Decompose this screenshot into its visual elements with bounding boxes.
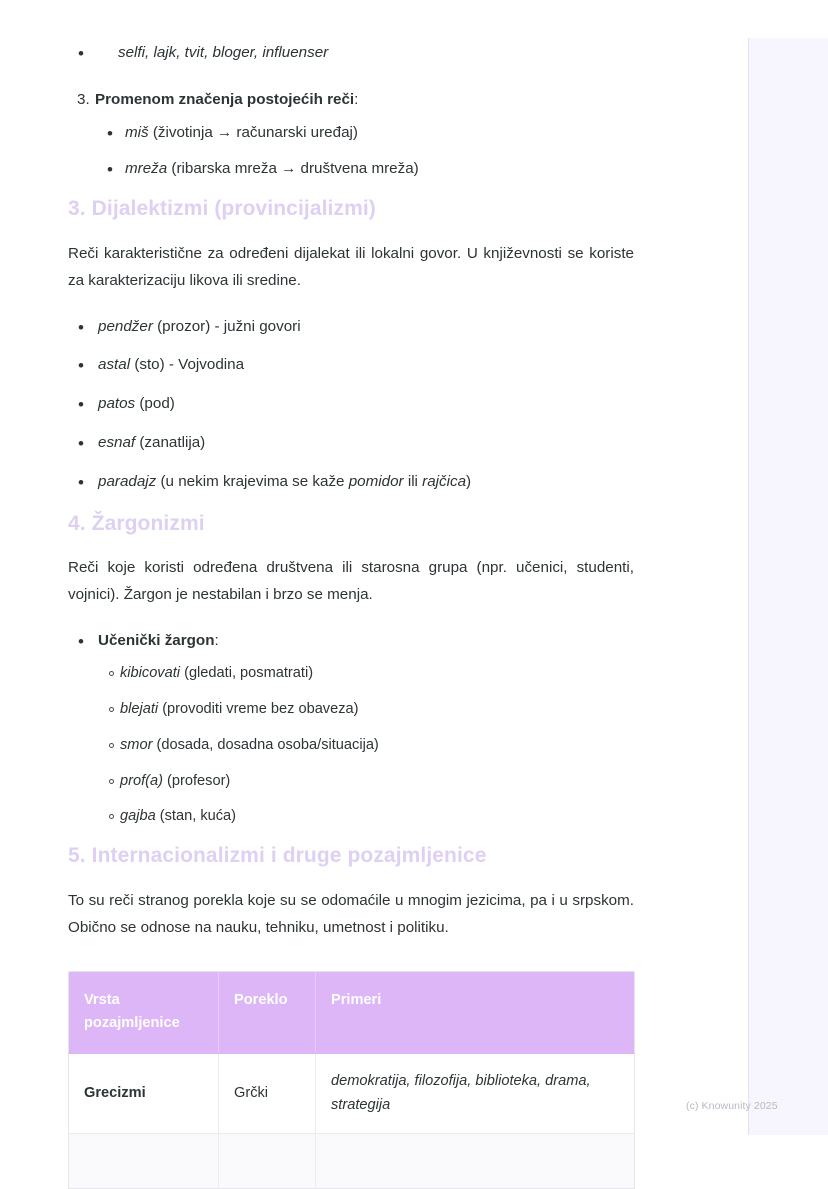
table-cell-name: Grecizmi — [69, 1054, 219, 1134]
list-item — [68, 663, 634, 685]
document-content — [68, 0, 634, 1189]
section-paragraph-internacionalizmi: To su reči stranog porekla koje su se odomaćile u mnogim jezicima, pa i u srpskom. Obično se odnose na nauku, tehniku, umetnost i politiku. — [68, 891, 634, 936]
list-item — [68, 471, 634, 494]
list-item-text: (ribarska mreža → društvena mreža) — [167, 160, 419, 178]
list-item — [95, 122, 634, 145]
list-item — [68, 735, 634, 757]
list-item-term: patos — [98, 395, 136, 413]
section-heading-dijalektizmi: 3. Dijalektizmi (provincijalizmi) — [68, 197, 376, 221]
table-cell-examples — [316, 1134, 635, 1189]
ordered-list-label-suffix: : — [354, 90, 359, 108]
list-item-term: gajba — [120, 808, 156, 825]
list-item — [68, 771, 634, 793]
copyright-watermark: (c) Knowunity 2025 — [686, 1100, 778, 1112]
list-item-term-alt2: rajčica — [422, 472, 467, 490]
page-side-band — [748, 38, 828, 1135]
list-item-term-alt1: pomidor — [348, 472, 404, 490]
section-heading-zargonizmi: 4. Žargonizmi — [68, 511, 205, 535]
list-item-term: paradajz — [98, 472, 157, 490]
pozajmljenice-table — [68, 971, 635, 1189]
ordered-list-number: 3. — [77, 90, 90, 108]
list-item-term: prof(a) — [120, 772, 163, 789]
list-item-term: smor — [120, 736, 153, 753]
list-item — [68, 393, 634, 416]
list-item — [68, 699, 634, 721]
list-item — [68, 432, 634, 455]
table-cell-examples-text: demokratija, filozofija, biblioteka, drama, strategija — [331, 1073, 591, 1113]
section-paragraph-zargonizmi: Reči koje koristi određena društvena ili starosna grupa (npr. učenici, studenti, vojnici). Žargon je nestabilan i brzo se menja. — [68, 558, 634, 603]
table-row — [69, 1054, 635, 1134]
table-header-row — [69, 971, 635, 1053]
list-item-term: selfi, lajk, tvit, bloger, influenser — [118, 44, 329, 61]
list-item-text-c: ) — [466, 472, 472, 490]
list-item-group-label-suffix: : — [214, 632, 219, 650]
list-item-text: (prozor) - južni govori — [152, 317, 301, 335]
ordered-list — [68, 89, 634, 181]
table-cell-origin: Grčki — [219, 1054, 316, 1134]
table-header-poreklo: Poreklo — [219, 971, 316, 1053]
table-cell-name — [69, 1134, 219, 1189]
list-item-text: (dosada, dosadna osoba/situacija) — [152, 736, 379, 753]
zargonizmi-sub-list — [68, 663, 634, 828]
list-item-text: (zanatlija) — [135, 434, 206, 452]
table-row-partial — [69, 1134, 635, 1189]
list-item — [68, 630, 634, 653]
list-item-term: mreža — [125, 160, 168, 178]
table-header-primeri: Primeri — [316, 971, 635, 1053]
list-item — [95, 158, 634, 181]
list-item-text: (stan, kuća) — [155, 808, 237, 825]
list-item-group-label: Učenički žargon — [98, 632, 215, 650]
list-item-text: (u nekim krajevima se kaže — [156, 472, 349, 490]
section-paragraph-dijalektizmi: Reči karakteristične za određeni dijalekat ili lokalni govor. U književnosti se koriste za karakterizaciju likova ili sredine. — [68, 244, 634, 289]
list-item — [68, 806, 634, 828]
list-item-term: pendžer — [98, 317, 153, 335]
list-item-text: (profesor) — [162, 772, 231, 789]
section-heading-internacionalizmi: 5. Internacionalizmi i druge pozajmljenice — [68, 844, 487, 868]
table-cell-origin — [219, 1134, 316, 1189]
ordered-list-item — [68, 89, 634, 181]
carryover-list — [68, 42, 634, 65]
table-header-vrsta: Vrsta pozajmljenice — [69, 971, 219, 1053]
list-item-text: (provoditi vreme bez obaveza) — [158, 700, 359, 717]
list-item-term: miš — [125, 123, 149, 141]
list-item-text: (sto) - Vojvodina — [130, 356, 245, 374]
list-item-term: blejati — [120, 700, 159, 717]
list-item-text-b: ili — [403, 472, 423, 490]
table-cell-examples — [316, 1054, 635, 1134]
list-item — [68, 354, 634, 377]
list-item — [68, 316, 634, 339]
list-item-text: (pod) — [135, 395, 175, 413]
list-item-text: (gledati, posmatrati) — [180, 664, 314, 681]
list-item-term: esnaf — [98, 434, 136, 452]
list-item-term: astal — [98, 356, 131, 374]
ordered-sub-list — [95, 122, 634, 182]
list-item-text: (životinja → računarski uređaj) — [148, 123, 358, 141]
list-item — [68, 42, 634, 65]
dijalektizmi-list — [68, 316, 634, 494]
pozajmljenice-table-wrapper — [68, 971, 634, 1189]
ordered-list-label: Promenom značenja postojećih reči — [95, 90, 355, 108]
zargonizmi-list — [68, 630, 634, 653]
list-item-term: kibicovati — [120, 664, 181, 681]
